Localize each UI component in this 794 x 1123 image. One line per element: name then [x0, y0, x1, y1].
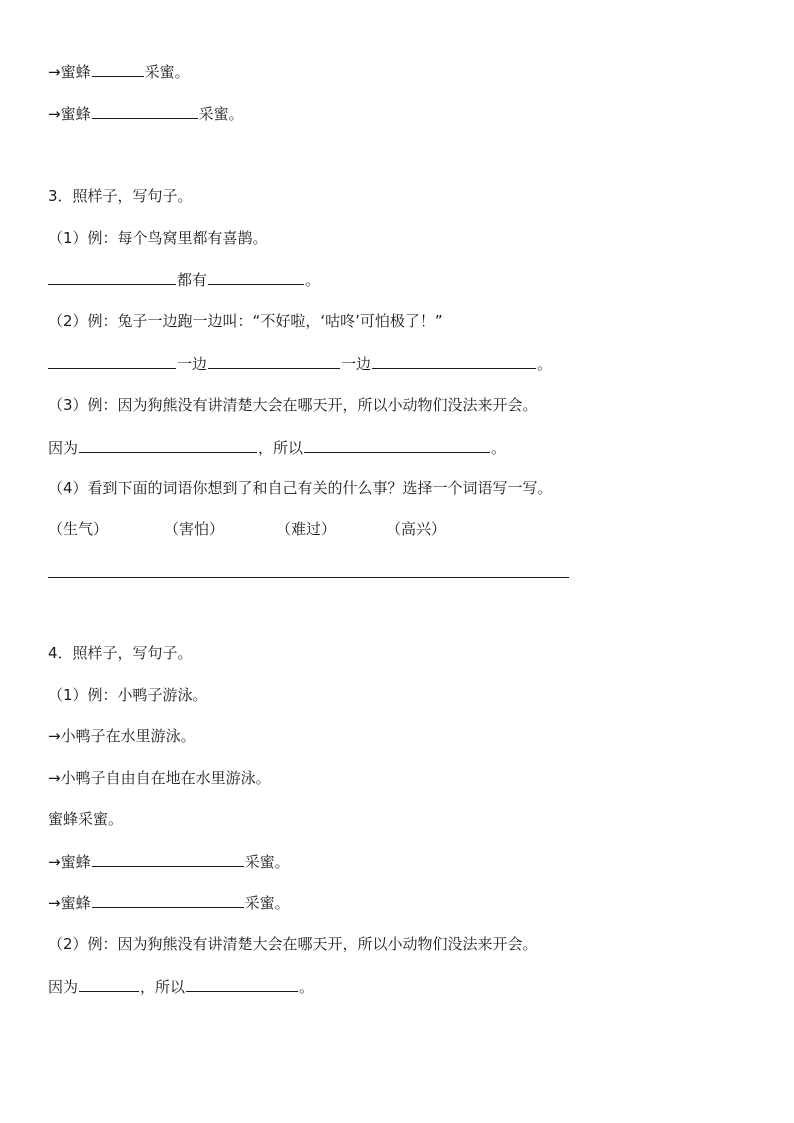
q3-part4-prompt: （4）看到下面的词语你想到了和自己有关的什么事？选择一个词语写一写。	[48, 479, 553, 497]
answer-blank[interactable]	[92, 891, 244, 908]
fill-prefix: →蜜蜂	[48, 853, 91, 871]
option-word: （生气）	[48, 520, 109, 538]
top-fill-line-1	[48, 60, 190, 82]
q3-part3-example: （3）例：因为狗熊没有讲清楚大会在哪天开，所以小动物们没法来开会。	[48, 396, 538, 414]
q3-part4-options	[48, 518, 446, 540]
q4-part1-base: 蜜蜂采蜜。	[48, 810, 124, 828]
q3-part1-example: （1）例：每个鸟窝里都有喜鹊。	[48, 229, 268, 247]
fill-mid: ，所以	[140, 978, 186, 996]
fill-prefix: →蜜蜂	[48, 894, 91, 912]
fill-start: 因为	[48, 978, 79, 996]
question-3-title: 3．照样子，写句子。	[48, 187, 193, 205]
q4-part1-step2: →小鸭子自由自在地在水里游泳。	[48, 769, 271, 787]
fill-end: 。	[305, 271, 321, 289]
q4-part1-fill-line-2	[48, 891, 290, 913]
q3-part2-example: （2）例：兔子一边跑一边叫：“不好啦，‘咕咚’可怕极了！”	[48, 312, 443, 330]
answer-blank[interactable]	[79, 975, 139, 992]
fill-end: 。	[537, 355, 553, 373]
answer-blank[interactable]	[48, 268, 176, 285]
answer-blank[interactable]	[92, 850, 244, 867]
q3-part2-fill-line	[48, 352, 552, 374]
fill-prefix: →蜜蜂	[48, 63, 91, 81]
answer-writing-line[interactable]	[48, 577, 569, 578]
option-word: （高兴）	[386, 520, 447, 538]
answer-blank[interactable]	[92, 60, 144, 77]
option-word: （难过）	[276, 520, 337, 538]
fill-suffix: 采蜜。	[244, 894, 290, 912]
q3-part3-fill-line	[48, 436, 506, 458]
top-fill-line-2	[48, 102, 244, 124]
answer-blank[interactable]	[372, 352, 536, 369]
answer-blank[interactable]	[186, 975, 298, 992]
answer-blank[interactable]	[208, 268, 304, 285]
answer-blank[interactable]	[304, 436, 490, 453]
fill-suffix: 采蜜。	[198, 105, 244, 123]
q3-part1-fill-line	[48, 268, 320, 290]
fill-end: 。	[299, 978, 315, 996]
option-word: （害怕）	[164, 520, 225, 538]
fill-suffix: 采蜜。	[144, 63, 190, 81]
question-4-title: 4．照样子，写句子。	[48, 644, 193, 662]
fill-mid-1: 一边	[177, 355, 208, 373]
fill-mid-2: 一边	[341, 355, 372, 373]
fill-start: 因为	[48, 439, 79, 457]
fill-mid: ，所以	[258, 439, 304, 457]
q4-part1-step1: →小鸭子在水里游泳。	[48, 727, 196, 745]
q4-part2-example: （2）例：因为狗熊没有讲清楚大会在哪天开，所以小动物们没法来开会。	[48, 935, 538, 953]
fill-prefix: →蜜蜂	[48, 105, 91, 123]
answer-blank[interactable]	[208, 352, 340, 369]
answer-blank[interactable]	[92, 102, 198, 119]
q4-part1-fill-line-1	[48, 850, 290, 872]
q4-part1-example: （1）例：小鸭子游泳。	[48, 686, 208, 704]
q4-part2-fill-line	[48, 975, 314, 997]
answer-blank[interactable]	[79, 436, 257, 453]
fill-suffix: 采蜜。	[244, 853, 290, 871]
fill-end: 。	[491, 439, 507, 457]
answer-blank[interactable]	[48, 352, 176, 369]
fill-mid: 都有	[177, 271, 208, 289]
